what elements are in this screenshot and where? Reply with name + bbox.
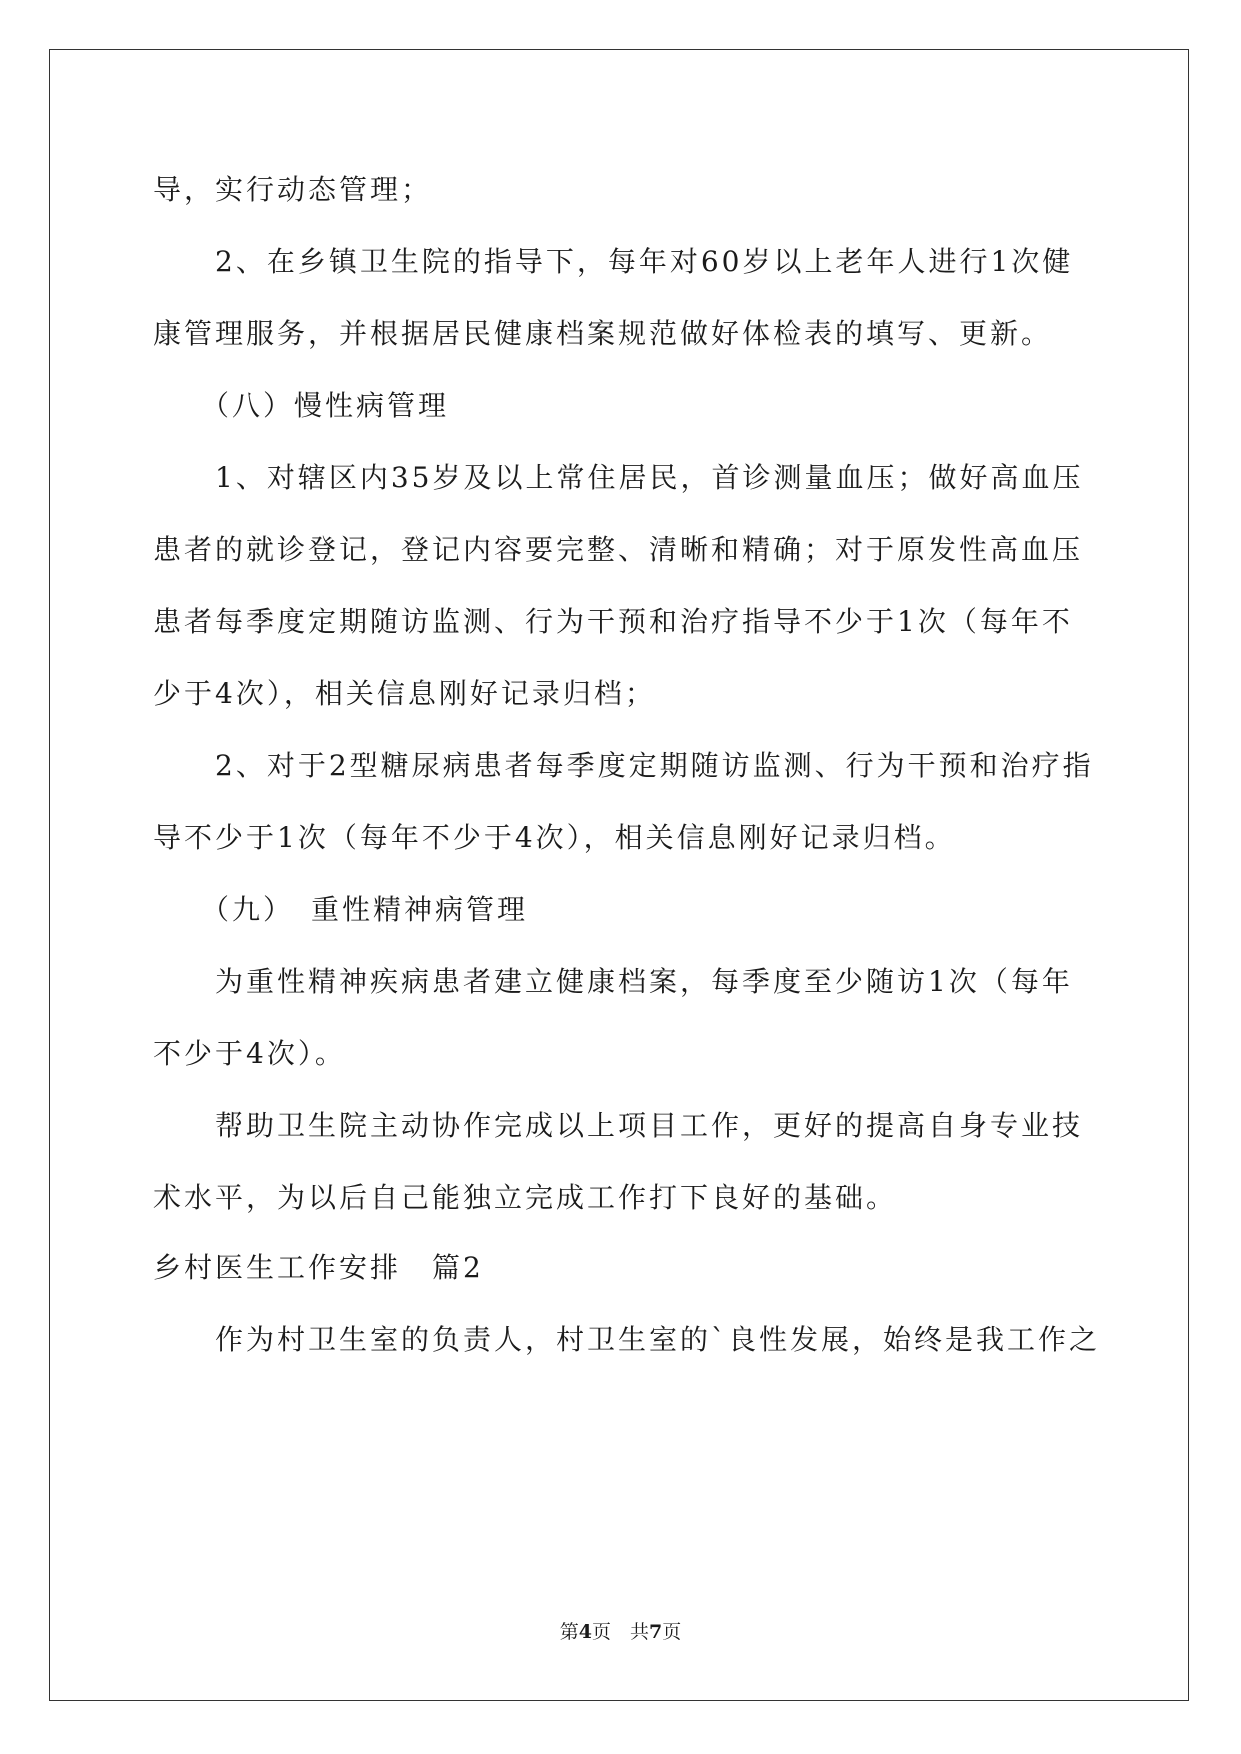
footer-mid: 页 共 bbox=[591, 1621, 649, 1643]
text-line: 作为村卫生室的负责人，村卫生室的`良性发展，始终是我工作之 bbox=[153, 1323, 1101, 1356]
text-line: 康管理服务，并根据居民健康档案规范做好体检表的填写、更新。 bbox=[153, 317, 1053, 350]
text-line: 导不少于1次（每年不少于4次），相关信息刚好记录归档。 bbox=[153, 821, 956, 854]
page-border bbox=[49, 49, 1189, 1701]
text-line: 不少于4次）。 bbox=[153, 1037, 346, 1070]
article-title: 乡村医生工作安排 篇2 bbox=[153, 1251, 484, 1284]
section-heading: （八）慢性病管理 bbox=[153, 389, 450, 422]
section-heading: （九） 重性精神病管理 bbox=[153, 893, 529, 926]
text-line: 导，实行动态管理； bbox=[153, 173, 433, 206]
text-line: 1、对辖区内35岁及以上常住居民，首诊测量血压；做好高血压 bbox=[153, 461, 1084, 494]
footer-suffix: 页 bbox=[662, 1621, 682, 1643]
page-footer bbox=[0, 1620, 1241, 1644]
text-line: 术水平，为以后自己能独立完成工作打下良好的基础。 bbox=[153, 1181, 898, 1214]
current-page-number: 4 bbox=[578, 1621, 592, 1643]
text-line: 帮助卫生院主动协作完成以上项目工作，更好的提高自身专业技 bbox=[153, 1109, 1084, 1142]
text-line: 患者的就诊登记，登记内容要完整、清晰和精确；对于原发性高血压 bbox=[153, 533, 1084, 566]
text-line: 2、对于2型糖尿病患者每季度定期随访监测、行为干预和治疗指 bbox=[153, 749, 1094, 782]
text-line: 患者每季度定期随访监测、行为干预和治疗指导不少于1次（每年不 bbox=[153, 605, 1073, 638]
total-page-number: 7 bbox=[649, 1621, 663, 1643]
text-line: 2、在乡镇卫生院的指导下，每年对60岁以上老年人进行1次健 bbox=[153, 245, 1074, 278]
text-line: 为重性精神疾病患者建立健康档案，每季度至少随访1次（每年 bbox=[153, 965, 1073, 998]
footer-prefix: 第 bbox=[559, 1621, 579, 1643]
text-line: 少于4次），相关信息刚好记录归档； bbox=[153, 677, 656, 710]
